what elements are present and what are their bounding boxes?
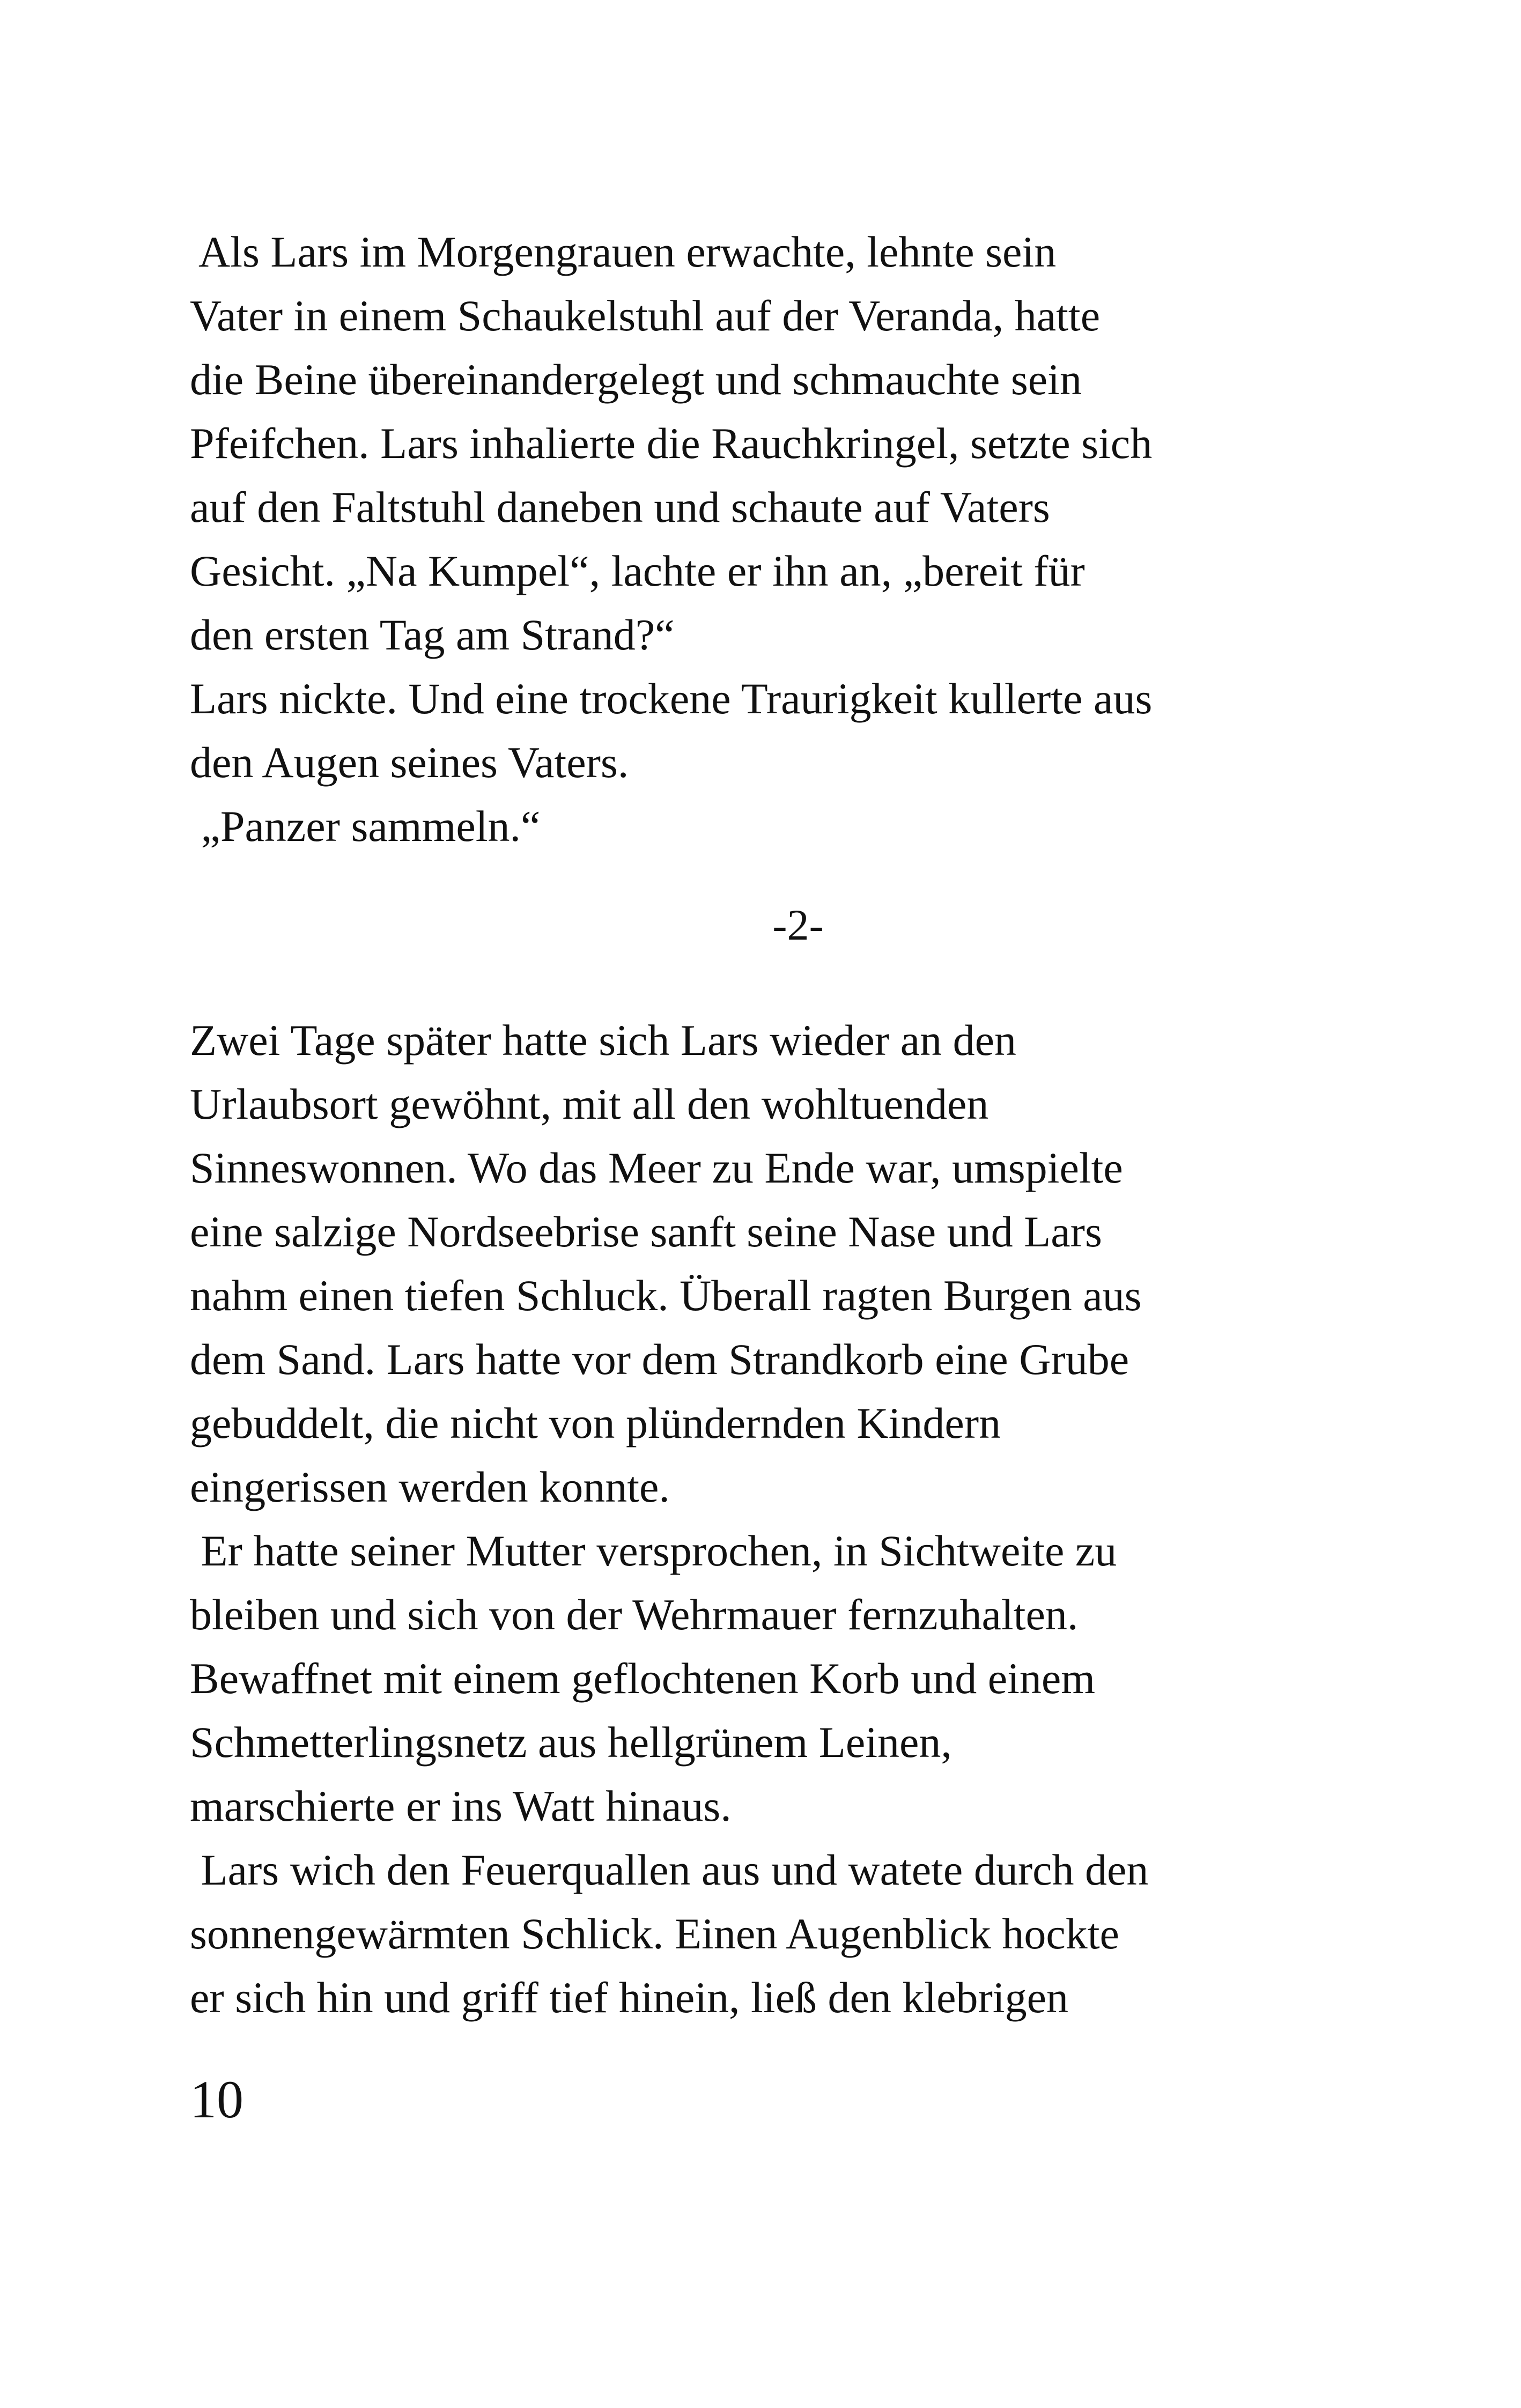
- text-line: Sinneswonnen. Wo das Meer zu Ende war, umspielte: [190, 1143, 1123, 1192]
- text-line: Lars nickte. Und eine trockene Traurigkeit kullerte aus: [190, 674, 1153, 723]
- text-line: Urlaubsort gewöhnt, mit all den wohltuenden: [190, 1080, 989, 1128]
- text-line: „Panzer sammeln.“: [190, 802, 541, 851]
- text-line: Bewaffnet mit einem geflochtenen Korb und einem: [190, 1654, 1096, 1703]
- text-line: Pfeifchen. Lars inhalierte die Rauchkringel, setzte sich: [190, 419, 1153, 468]
- text-line: sonnengewärmten Schlick. Einen Augenblick hockte: [190, 1909, 1119, 1958]
- text-line: dem Sand. Lars hatte vor dem Strandkorb eine Grube: [190, 1335, 1129, 1384]
- text-line: die Beine übereinandergelegt und schmauchte sein: [190, 355, 1082, 404]
- text-line: Als Lars im Morgengrauen erwachte, lehnte sein: [190, 227, 1057, 276]
- text-line: eingerissen werden konnte.: [190, 1462, 670, 1511]
- text-line: den Augen seines Vaters.: [190, 738, 629, 787]
- text-line: marschierte er ins Watt hinaus.: [190, 1782, 732, 1830]
- text-line: bleiben und sich von der Wehrmauer fernzuhalten.: [190, 1590, 1079, 1639]
- text-line: eine salzige Nordseebrise sanft seine Nase und Lars: [190, 1207, 1102, 1256]
- text-line: Vater in einem Schaukelstuhl auf der Veranda, hatte: [190, 291, 1101, 340]
- text-line: Lars wich den Feuerquallen aus und watete durch den: [190, 1845, 1149, 1894]
- text-line: Gesicht. „Na Kumpel“, lachte er ihn an, „bereit für: [190, 546, 1085, 595]
- text-line: Schmetterlingsnetz aus hellgrünem Leinen,: [190, 1718, 952, 1767]
- text-line: Zwei Tage später hatte sich Lars wieder an den: [190, 1016, 1016, 1065]
- text-block-section-2: [190, 1008, 1295, 2029]
- text-line: nahm einen tiefen Schluck. Überall ragten Burgen aus: [190, 1271, 1142, 1320]
- text-line: Er hatte seiner Mutter versprochen, in Sichtweite zu: [190, 1526, 1117, 1575]
- text-line: er sich hin und griff tief hinein, ließ den klebrigen: [190, 1973, 1069, 2022]
- text-line: den ersten Tag am Strand?“: [190, 610, 675, 659]
- text-line: auf den Faltstuhl daneben und schaute auf Vaters: [190, 483, 1050, 531]
- text-block-section-1: [190, 220, 1295, 858]
- chapter-marker: -2-: [772, 900, 824, 949]
- page-number: 10: [190, 2070, 243, 2129]
- text-line: gebuddelt, die nicht von plündernden Kindern: [190, 1399, 1001, 1447]
